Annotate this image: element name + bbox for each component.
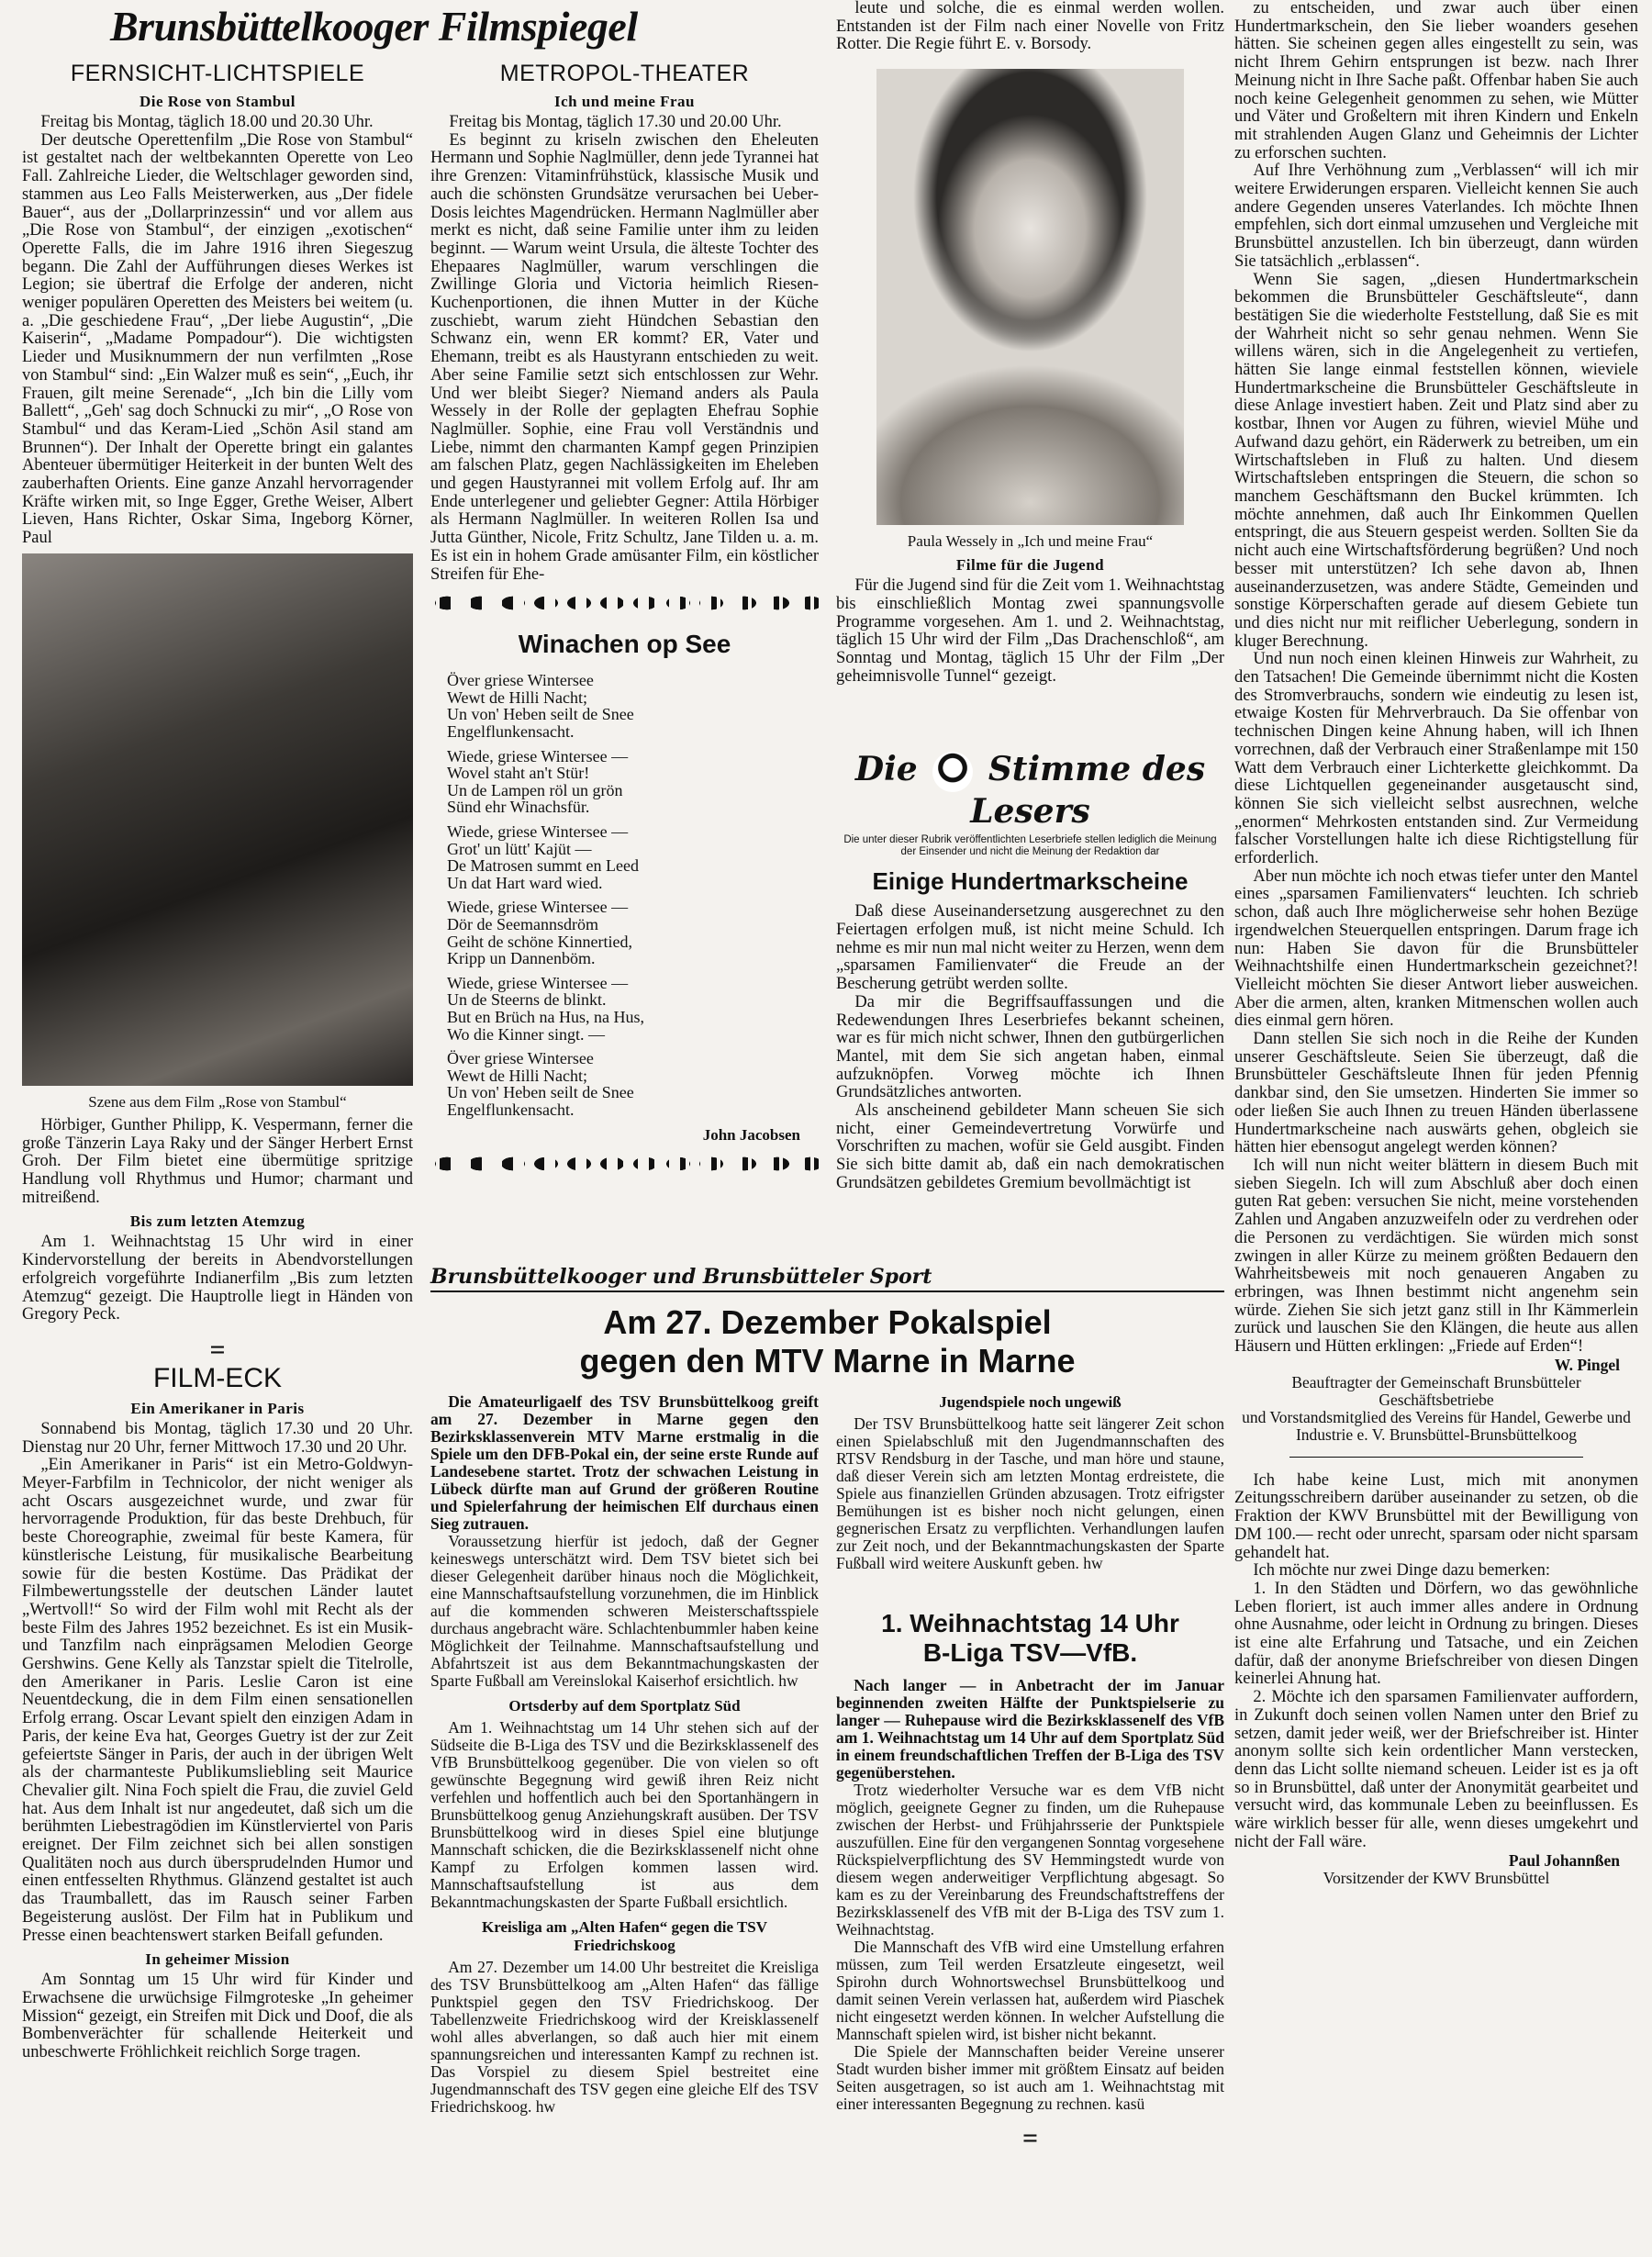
headline-line: B-Liga TSV—VfB. xyxy=(922,1638,1138,1667)
article-subheading: Bis zum letzten Atemzug xyxy=(129,1212,306,1231)
cinema-heading: FILM-ECK xyxy=(152,1362,282,1393)
paragraph: Auf Ihre Verhöhnung zum „Verblassen“ will ich mir weitere Erwiderungen ersparen. Vielleicht kennen Sie auch andere Gegenden unseres Vaterlandes. Ich möchte Ihnen empfehlen, sich dort einmal umzusehen und Vergleiche mit Brunsbüttel anzustellen. Ich bin überzeugt, dann würden Sie tatsächlich „erblassen“. xyxy=(1234,162,1638,271)
cinema-heading: FERNSICHT-LICHTSPIELE xyxy=(70,61,365,86)
paragraph: Wenn Sie sagen, „diesen Hundertmarkschein bekommen die Brunsbütteler Geschäftsleute“, dann bestätigen Sie die wiederholte Feststellung, daß Sie es mit der Wahrheit nicht so sehr genau nehmen. Wenn Sie willens wären, sich in die Angelegenheit zu vertiefen, hätten Sie lange einmal feststellen können, wieviele Hundertmarkscheine die Brunsbütteler Geschäftsleute in diese Anlage investiert haben. Zeit und Platz sind aber zu kostbar, Ihnen vor Augen zu führen, wieviel Mühe und Aufwand dazu gehört, ein Räderwerk zu betreiben, um ein Wirtschaftsleben in Fluß zu halten. Und diesem Wirtschaftsleben entspringen die Steuern, die schon so manchem Geschäftsmann den Buckel krümmten. Ich möchte annehmen, daß auch Ihr Einkommen Quellen entspringt, die aus Steuern gespeist werden. Sollten Sie da nicht auch eine Wirtschaftsförderung begrüßen? Und noch besser mit unterstützen? Ich sehe davon ab, Ihnen auseinanderzusetzen, was andere Städte, Gemeinden und sonstige Körperschaften gerade auf diesem Gebiete tun und dies nicht nur mit reiflicher Ueberlegung, sondern in kluger Berechnung. xyxy=(1234,270,1638,651)
poem-stanza xyxy=(447,975,819,1043)
headline-line: 1. Weihnachtstag 14 Uhr xyxy=(881,1609,1179,1637)
poem-line: Wo die Kinner singt. — xyxy=(447,1024,606,1044)
signature-title: Vorsitzender der KWV Brunsbüttel xyxy=(1323,1868,1550,1887)
article-body xyxy=(22,1117,413,1208)
paragraph: Am 27. Dezember um 14.00 Uhr bestreitet die Kreisliga des TSV Brunsbüttelkoog am „Alten Hafen“ das fällige Punktspiel gegen den TSV Friedrichskoog. Der Tabellenzweite Friedrichskoog wird der Kreisklassenelf wohl alles abverlangen, so daß auch hier mit einem spannungsreichen und interessanten Kampf zu rechnen ist. Das Vorspiel zu diesem Spiel bestreitet eine Jugendmannschaft des TSV gegen eine gleiche Elf des TSV Friedrichskoog. hw xyxy=(430,1958,819,2116)
poem-line: Engelflunkensacht. xyxy=(447,722,575,742)
sport-body xyxy=(430,1719,819,1911)
letter-body xyxy=(836,903,1224,1192)
film-title: Die Rose von Stambul xyxy=(139,93,296,110)
poem-line: Dör de Seemannsdröm xyxy=(447,915,598,933)
poem-stanza xyxy=(447,748,819,816)
signature-title: und Vorstandsmitglied des Vereins für Handel, Gewerbe und Industrie e. V. Brunsbüttel-Brunsbüttelkoog xyxy=(1242,1407,1631,1444)
paragraph: Als anscheinend gebildeter Mann scheuen Sie sich nicht, einer Gemeindevertretung Vorwürfe und Vorschriften zu machen, wofür sie Geld ausgibt. Finden Sie sich bitte damit ab, daß ein nach demokratischen Grundsätzen gebildetes Gremium bevollmächtigt ist xyxy=(836,1101,1224,1192)
column-3-top xyxy=(836,0,1224,1259)
poem-line: But en Brüch na Hus, na Hus, xyxy=(447,1007,644,1026)
column-letters xyxy=(1234,0,1638,2257)
article-body xyxy=(22,1972,413,2062)
poem-line: Wewt de Hilli Nacht; xyxy=(447,687,588,707)
letter-title: Einige Hundertmarkscheine xyxy=(872,867,1189,896)
article-body xyxy=(836,0,1224,54)
column-fernsicht xyxy=(22,57,413,2257)
paragraph: 2. Möchte ich den sparsamen Familienvater auffordern, in Zukunft doch seinen vollen Namen unter den Brief zu setzen, damit jeder weiß, wer der Briefschreiber ist. Hinter anonym sollte sich kein ordentlicher Mann verstecken, denn das Licht sollte niemand scheuen. Leider ist es ja oft so in Brunsbüttel, daß unter der Anonymität gearbeitet und versucht wird, das kommunale Leben zu beeinflussen. Es wäre wirklich besser für alle, wenn dieses umgekehrt und nicht der Fall wäre. xyxy=(1234,1688,1638,1851)
letter-signature: W. Pingel xyxy=(1554,1355,1620,1374)
logo-text: Stimme des Lesers xyxy=(970,750,1206,832)
paragraph: Am Sonntag um 15 Uhr wird für Kinder und Erwachsene die urwüchsige Filmgroteske „In geheimer Mission“ gezeigt, ein Streifen mit Dick und Doof, die als Bombenverächter für schallende Heiterkeit und unbeschwerte Fröhlichkeit reichlich Sorge tragen. xyxy=(22,1971,413,2062)
poem-author: John Jacobsen xyxy=(702,1125,800,1144)
paragraph: Da mir die Begriffsauffassungen und die Redewendungen Ihres Leserbriefes bekannt scheinen, war es für mich nicht schwer, Ihnen den gutbürgerlichen Mantel, mit dem Sie sich angetan haben, einmal aufzuknöpfen. Vorweg möchte ich Ihnen Grundsätzliches antworten. xyxy=(836,992,1224,1102)
paragraph: Hörbiger, Gunther Philipp, K. Vespermann, ferner die große Tänzerin Laya Raky und der Sänger Herbert Ernst Groh. Der Film bietet eine übermütige spritzige Handlung voll Rhythmus und Humor; charmant und mitreißend. xyxy=(22,1115,413,1207)
article-subheading: In geheimer Mission xyxy=(145,1950,290,1969)
masthead-title: Brunsbüttelkooger Filmspiegel xyxy=(110,3,638,50)
sport-subheading: Ortsderby auf dem Sportplatz Süd xyxy=(508,1697,741,1715)
paragraph: Die Amateurligaelf des TSV Brunsbüttelkoog greift am 27. Dezember in Marne gegen den Bezirksklassenverein MTV Marne erstmalig in die Spiele um den DFB-Pokal ein, der seine erste Runde auf Landesebene startet. Trotz der schwachen Leistung in Lübeck dürfte man auf Grund der größeren Routine und Spielerfahrung der heimischen Elf durchaus einen Sieg zutrauen. xyxy=(430,1393,819,1533)
poem-stanza xyxy=(447,672,819,740)
sport-column-3 xyxy=(836,1393,1224,2257)
showtimes: Freitag bis Montag, täglich 17.30 und 20.00 Uhr. xyxy=(449,113,782,131)
paragraph: Ich will nun nicht weiter blättern in diesem Buch mit sieben Siegeln. Ich will zum Abschluß aber doch einen guten Rat geben: versuchen Sie nicht, meine vorstehenden Zahlen und Angaben anzuzweifeln oder zu verdrehen oder die Personen zu verdächtigen. Sie würden mich sonst zwingen in aller Kürze zu meinem größten Bedauern den Wahrheitsbeweis mit noch genaueren Angaben zu erbringen, was Ihnen bestimmt nicht angenehm sein würde. Ziehen Sie sich jetzt ganz still in Ihr Kämmerlein zurück und lauschen Sie den Klängen, die heute aus allen Häusern und Hütten erklingen: „Friede auf Erden“! xyxy=(1234,1156,1638,1357)
sport-body xyxy=(836,1782,1224,2113)
paragraph: Trotz wiederholter Versuche war es dem VfB nicht möglich, geeignete Gegner zu finden, um die Ruhepause zwischen der Herbst- und Frühjahrsserie der Punktspiele auszufüllen. Eine für den vergangenen Sonntag vorgesehene Rückspielverpflichtung des SV Hemmingstedt wurde von diesem wegen anderweitiger Verpflichtung abgesagt. So kam es zu der Vereinbarung des Freundschaftstreffens der Bezirksklassenelf des VfB mit der B-Liga des TSV zum 1. Weihnachtstag. xyxy=(836,1781,1224,1939)
paragraph: Die Spiele der Mannschaften beider Vereine unserer Stadt wurden bisher immer mit größtem Einsatz auf beiden Seiten ausgetragen, so ist auch am 1. Weihnachtstag mit einer interessanten Begegnung zu rechnen. kasü xyxy=(836,2042,1224,2113)
poem-line: Un de Steerns de blinkt. xyxy=(447,990,607,1010)
poem-line: Grot' un lütt' Kajüt — xyxy=(447,839,592,858)
paragraph: Der deutsche Operettenfilm „Die Rose von Stambul“ ist gestaltet nach der weltbekannten Operette von Leo Fall. Zahlreiche Lieder, die Weltschlager geworden sind, stammen aus Leo Falls Meisterwerken, aus „Der fidele Bauer“, aus der „Dollarprinzessin“ und vor allem aus „Die Rose von Stambul“, der einzigen „exotischen“ Operette Falls, die im Jahre 1916 ihren Siegeszug begann. Die Zahl der Aufführungen dieses Werkes ist Legion; sie übertraf die Erfolge der anderen, nicht weniger populären Operetten des Meisters bei weitem (u. a. „Die geschiedene Frau“, „Der liebe Augustin“, „Die Kaiserin“, „Madame Pompadour“). Die wichtigsten Lieder und Musiknummern der nun verfilmten „Rose von Stambul“ sind: „Ein Walzer muß es sein“, „Euch, ihr Frauen, gilt meine Serenade“, „Ich bin die Lilly vom Ballett“, „Geh' sag doch Schnucki zu mir“, „O Rose von Stambul“ und das Keram-Lied „Schön Asil stand am Brunnen“). Der Inhalt der Operette bringt ein galantes Abenteuer übermütiger Heiterkeit in der bunten Welt des zauberhaften Orients. Eine ganze Anzahl hervorragender Kräfte wirken mit, so Inge Egger, Grethe Weiser, Albert Lieven, Hans Richter, Oskar Sima, Ingeborg Körner, Paul xyxy=(22,130,413,548)
film-title: Ich und meine Frau xyxy=(553,93,696,110)
ornament-divider xyxy=(430,593,819,613)
cinema-heading: METROPOL-THEATER xyxy=(499,61,750,86)
disclaimer: Die unter dieser Rubrik veröffentlichten Leserbriefe stellen lediglich die Meinung der Einsender und nicht die Meinung der Redaktion dar xyxy=(843,834,1217,858)
poem-stanza xyxy=(447,823,819,891)
poem-stanza xyxy=(447,1050,819,1118)
poem-line: Sünd ehr Winachsfür. xyxy=(447,798,590,817)
headline-line: Am 27. Dezember Pokalspiel xyxy=(603,1303,1052,1341)
film-title: Ein Amerikaner in Paris xyxy=(130,1399,305,1417)
sport-subheading: Kreisliga am „Alten Hafen“ gegen die TSV Friedrichskoog xyxy=(481,1918,768,1954)
sport-lead xyxy=(430,1393,819,1533)
headline-line: gegen den MTV Marne in Marne xyxy=(579,1342,1076,1380)
paragraph: zu entscheiden, und zwar auch über einen Hundertmarkschein, den Sie lieber woanders gesehen hätten. Sie scheinen gegen alles eingestellt zu sein, was nicht Ihrem Gehirn entsprungen ist bezw. nach Ihrer Meinung nicht in Ihre Sache paßt. Offenbar haben Sie auch noch keine Gelegenheit genommen zu sehen, wie Mütter und Väter und Großeltern mit ihren Kindern und Enkeln mit strahlenden Augen Glanz und Geheimnis der Lichter zu erforschen suchten. xyxy=(1234,0,1638,162)
article-body xyxy=(22,1457,413,1945)
photo-caption: Paula Wessely in „Ich und meine Frau“ xyxy=(907,532,1154,551)
paragraph: Dann stellen Sie sich noch in die Reihe der Kunden unserer Geschäftsleute. Seien Sie überzeugt, daß die Brunsbütteler Geschäftsleute Ihnen für jeden Pfennig dankbar sind, den Sie umsetzen. Hinderten Sie immer so oder ließen Sie auch Ihnen zu treuen Händen überlassene Hundertmarkscheine nach auswärts gehen, obgleich sie hätten hier ebensogut angelegt werden können? xyxy=(1234,1030,1638,1157)
separator: = xyxy=(1021,2123,1039,2153)
lion-face-icon xyxy=(932,752,973,792)
poem-title: Winachen op See xyxy=(518,630,731,659)
poem-stanza xyxy=(447,899,819,966)
sport-subheading: Jugendspiele noch ungewiß xyxy=(939,1393,1122,1411)
logo-text: Die xyxy=(854,750,918,789)
sport-headline xyxy=(430,1303,1224,1380)
paragraph: Ich habe keine Lust, mich mit anonymen Zeitungsschreibern darüber auseinander zu setzen, ob die Fraktion der KWV Brunsbüttel mit der Bewilligung von DM 100.— recht oder unrecht, sparsam oder nicht sparsam gehandelt hat. xyxy=(1234,1470,1638,1562)
poem-line: Över griese Wintersee xyxy=(447,671,594,690)
letter-body xyxy=(1234,1472,1638,1852)
paragraph: Der TSV Brunsbüttelkoog hatte seit längerer Zeit schon einen Spielabschluß mit den Jugendmannschaften des RTSV Rendsburg in der Tasche, und man höre und staune, daß dieser Verein sich am letzten Montag erdreistete, die Spiele aus finanziellen Gründen abzusagen. Trotz eifrigster Bemühungen ist es bisher noch nicht gelungen, einen gegnerischen Ersatz zu verpflichten. Verhandlungen laufen zur Zeit noch, und der Bekanntmachungskasten der Sparte Fußball wird weitere Auskunft geben. hw xyxy=(836,1414,1224,1572)
film-scene-photo xyxy=(22,553,413,1086)
column-metropol xyxy=(430,57,819,1263)
poem-line: Un de Lampen röl un grön xyxy=(447,780,623,799)
article-body xyxy=(430,132,819,585)
poem-line: Kripp un Dannenböm. xyxy=(447,949,596,968)
sport-body xyxy=(836,1415,1224,1572)
paragraph: „Ein Amerikaner in Paris“ ist ein Metro-Goldwyn-Meyer-Farbfilm in Technicolor, der nicht weniger als acht Oscars ausgezeichnet wurde, und zwar für hervorragende Produktion, für das beste Drehbuch, für beste Choreographie, zweimal für beste Kamera, für künstlerische Leistung, für musikalische Bearbeitung sowie für die besten Kostüme. Das Prädikat der Filmbewertungsstelle der deutschen Länder lautet „Wertvoll!“ So wird der Film wohl mit Recht als der beste Film des Jahres 1952 bezeichnet. Es ist ein Musik- und Tanzfilm nach einprägsamen Melodien George Gershwins. Gene Kelly als Tanzstar spielt die Titelrolle, den Amerikaner in Paris. Leslie Caron ist eine Neuentdeckung, die in dem Film einen sensationellen Erfolg errang. Oscar Levant spielt den einzigen Adam in Paris, der keine Eva hat, Georges Guetry ist der zur Zeit gefeiertste Sänger in Paris, der auch in der übrigen Welt als der charmanteste Publikumsliebling seit Maurice Chevalier gilt. Nina Foch spielt die Frau, die zuviel Geld hat. Aus dem Inhalt ist nur angedeutet, daß sich um die berühmten Liebestragödien im Künstlerviertel von Paris ereignet. Der Film zeichnet sich bei allen sonstigen Qualitäten noch aus durch übersprudelnden Humor und einen entfesselten Rhythmus. Glänzend gestaltet ist auch das Traumballett, das im Rausch seiner Farben Begeisterung auslöst. Der Film hat in Publikum und Presse einen beachtenswert starken Beifall gefunden. xyxy=(22,1456,413,1945)
poem-line: Wiede, griese Wintersee — xyxy=(447,973,629,992)
divider xyxy=(1289,1457,1583,1458)
paragraph: 1. In den Städten und Dörfern, wo das gewöhnliche Leben floriert, ist auch immer alles andere in Ordnung ohne Ausnahme, oder leicht in Ordnung zu bringen. Dieses ist eine alte Erfahrung und Tatsache, und ein Zeichen dafür, daß der anonyme Briefschreiber von diesen Dingen keinerlei Ahnung hat. xyxy=(1234,1579,1638,1689)
article-body xyxy=(22,132,413,548)
sport-body xyxy=(430,1533,819,1690)
paragraph: Es beginnt zu kriseln zwischen den Eheleuten Hermann und Sophie Naglmüller, denn jede Tyrannei hat ihre Grenzen: Vitaminfrühstück, klassische Musik und auch die schönsten Grundsätze verursachen bei Ueber-Dosis leichtes Magendrücken. Hermann Naglmüller aber merkt es nicht, daß seine Familie unter ihm zu leiden beginnt. — Warum weint Ursula, die älteste Tochter des Ehepaares Naglmüller, warum verschlingen die Zwillinge Gloria und Victoria heimlich Riesen-Kuchenportionen, die ihnen Mutter in der Küche zuschiebt, warum zieht Hündchen Sebastian den Schwanz ein, wenn ER kommt? ER, Vater und Ehemann, treibt es als Haustyrann entschieden zu weit. Aber seine Familie setzt sich entschlossen zur Wehr. Und wer bleibt Sieger? Niemand anders als Paula Wessely in der Rolle der geplagten Ehefrau Sophie Naglmüller. Sophie, eine Frau voll Verständnis und Liebe, nimmt den charmanten Kampf gegen Prinzipien am falschen Platz, gegen Nachlässigkeiten im Eheleben und gegen Haustyrannei mit vollem Erfolg auf. Ihr am Ende unterlegener und geliebter Gegner: Attila Hörbiger als Hermann Naglmüller. In weiteren Rollen Isa und Jutta Günther, Nicole, Fritz Schultz, Jane Tilden u. a. m. Es ist ein in hohem Grade amüsanter Film, ein köstlicher Streifen für Ehe- xyxy=(430,130,819,584)
ornament-divider xyxy=(430,1154,819,1174)
paragraph: Nach langer — in Anbetracht der im Januar beginnenden zweiten Hälfte der Punktspielserie zu langer — Ruhepause wird die Bezirksklassenelf des VfB am 1. Weihnachtstag um 14 Uhr auf dem Sportplatz Süd in einem freundschaftlichen Treffen der B-Liga des TSV gegenüberstehen. xyxy=(836,1676,1224,1782)
poem-line: Un von' Heben seilt de Snee xyxy=(447,1083,634,1102)
poem-line: Engelflunkensacht. xyxy=(447,1100,575,1119)
poem-line: Wiede, griese Wintersee — xyxy=(447,822,629,842)
paragraph: Aber nun möchte ich noch etwas tiefer unter den Mantel eines „sparsamen Familienvaters“ leuchten. Ich schrieb schon, daß auch Ihre möglicherweise sehr hohen Bezüge irgendwelchen Steuerquellen entspringen. Darum frage ich nun: Haben Sie davon für die Brunsbütteler Weihnachtshilfe einen Hundertmarkschein gezeichnet?! Vielleicht möchten Sie dieser Antwort lieber ausweichen. Aber die armen, alten, kranken Mitmenschen wollen auch dies einmal gern hören. xyxy=(1234,866,1638,1031)
sport-column-2 xyxy=(430,1393,819,2257)
poem-line: Wiede, griese Wintersee — xyxy=(447,746,629,765)
poem-line: Wovel staht an't Stür! xyxy=(447,764,590,783)
paragraph: leute und solche, die es einmal werden wollen. Entstanden ist der Film nach einer Novelle von Fritz Rotter. Die Regie führt E. v. Borsody. xyxy=(836,0,1224,54)
paragraph: Und nun noch einen kleinen Hinweis zur Wahrheit, zu den Tatsachen! Die Gemeinde übernimmt nicht die Kosten des Stromverbrauchs, sondern wie eindeutig zu lesen ist, etwaige Kosten für Mehrverbrauch. Da Sie offenbar von technischen Dingen keine Ahnung haben, will ich Ihnen vorrechnen, daß der Verbrauch einer Straßenlampe mit 150 Watt dem Verbrauch einer Lichterkette gleichkommt. Da diese Lichtquellen gegeneinander ausgetauscht sind, können Sie sich vielleicht selbst ausrechnen, welche „enormen“ Mehrkosten entstanden sind. Zur Vermeidung falscher Vorstellungen halte ich diese Richtigstellung für erforderlich. xyxy=(1234,650,1638,868)
sport-body xyxy=(430,1959,819,2116)
separator: = xyxy=(209,1334,226,1365)
poem-line: Wewt de Hilli Nacht; xyxy=(447,1066,588,1085)
paragraph: Ich möchte nur zwei Dinge dazu bemerken: xyxy=(1253,1561,1550,1581)
sport-lead xyxy=(836,1677,1224,1782)
poem-line: De Matrosen summt en Leed xyxy=(447,856,639,876)
article-subheading: Filme für die Jugend xyxy=(955,556,1105,575)
paragraph: Für die Jugend sind für die Zeit vom 1. Weihnachtstag bis einschließlich Montag zwei spannungsvolle Programme vorgesehen. Am 1. und 2. Weihnachtstag, täglich 15 Uhr wird der Film „Das Drachenschloß“, am Sonntag und Montag, täglich 15 Uhr der Film „Der geheimnisvolle Tunnel“ gezeigt. xyxy=(836,576,1224,686)
paragraph: Am 1. Weihnachtstag um 14 Uhr stehen sich auf der Südseite die B-Liga des TSV und die Bezirksklassenelf des VfB Brunsbüttelkoog gegenüber. Die von vielen so oft gewünschte Begegnung wird gewiß ihren Reiz nicht verfehlen und hoffentlich auch bei den Sportanhängern in Brunsbüttelkoog genug Anziehungskraft ausüben. Der TSV Brunsbüttelkoog wird in dieses Spiel eine blutjunge Mannschaft schicken, die die Bezirksklassenelf nicht ohne Kampf zu Erfolgen kommen lassen wird. Mannschaftsaufstellung ist aus dem Bekanntmachungskasten der Sparte Fußball ersichtlich. xyxy=(430,1718,819,1911)
photo-caption: Szene aus dem Film „Rose von Stambul“ xyxy=(88,1092,347,1111)
poem-line: Wiede, griese Wintersee — xyxy=(447,898,629,917)
poem xyxy=(430,672,819,1118)
article-body xyxy=(22,1234,413,1324)
signature-title: Beauftragter der Gemeinschaft Brunsbütteler Geschäftsbetriebe xyxy=(1291,1372,1581,1409)
letter-body xyxy=(1234,0,1638,1357)
readers-voice-logo xyxy=(836,750,1224,831)
paragraph: Die Mannschaft des VfB wird eine Umstellung erfahren müssen, zum Teil werden Ersatzleute eingesetzt, weil Spirohn durch Wohnortswechsel Brunsbüttelkoog und damit seinen Verein verlassen hat, außerdem wird Piaschek nicht eingesetzt werden können. In welcher Aufstellung die Mannschaft spielen wird, ist bisher nicht bekannt. xyxy=(836,1938,1224,2043)
poem-line: Un von' Heben seilt de Snee xyxy=(447,705,634,724)
sport-section-kicker: Brunsbüttelkooger und Brunsbütteler Sport xyxy=(430,1265,1224,1292)
paragraph: Voraussetzung hierfür ist jedoch, daß der Gegner keineswegs unterschätzt wird. Dem TSV bietet sich bei dieser Gelegenheit darüber hinaus noch die Möglichkeit, eine Mannschaftsaufstellung vorzunehmen, die im Hinblick auf die kommenden schweren Meisterschaftsspiele durchaus angebracht wäre. Schlachtenbummler haben keine Möglichkeit der Teilnahme. Mannschaftsaufstellung und Abfahrtszeit ist aus dem Bekanntmachungskasten der Sparte Fußball am Vereinslokal Kaiserhof ersichtlich. hw xyxy=(430,1532,819,1690)
poem-line: Un dat Hart ward wied. xyxy=(447,873,603,892)
portrait-photo xyxy=(876,69,1184,525)
poem-line: Geiht de schöne Kinnertied, xyxy=(447,932,632,951)
paragraph: Daß diese Auseinandersetzung ausgerechnet zu den Feiertagen erfolgen muß, ist nicht meine Schuld. Ich nehme es mir nun mal nicht weiter zu Herzen, wenn dem „sparsamen Familienvater“ die Freude an der Bescherung getrübt werden sollte. xyxy=(836,902,1224,994)
article-body xyxy=(836,577,1224,686)
paragraph: Am 1. Weihnachtstag 15 Uhr wird in einer Kindervorstellung der bereits in Abendvorstellungen erfolgreich vorgeführte Indianerfilm „Bis zum letzten Atemzug“ gezeigt. Die Hauptrolle liegt in Händen von Gregory Peck. xyxy=(22,1233,413,1324)
showtimes: Sonnabend bis Montag, täglich 17.30 und 20 Uhr. Dienstag nur 20 Uhr, ferner Mittwoch 17.30 und 20 Uhr. xyxy=(22,1419,413,1457)
sport-headline-2 xyxy=(836,1609,1224,1668)
letter-signature: Paul Johannßen xyxy=(1508,1850,1620,1870)
showtimes: Freitag bis Montag, täglich 18.00 und 20.30 Uhr. xyxy=(40,113,374,131)
poem-line: Över griese Wintersee xyxy=(447,1049,594,1068)
